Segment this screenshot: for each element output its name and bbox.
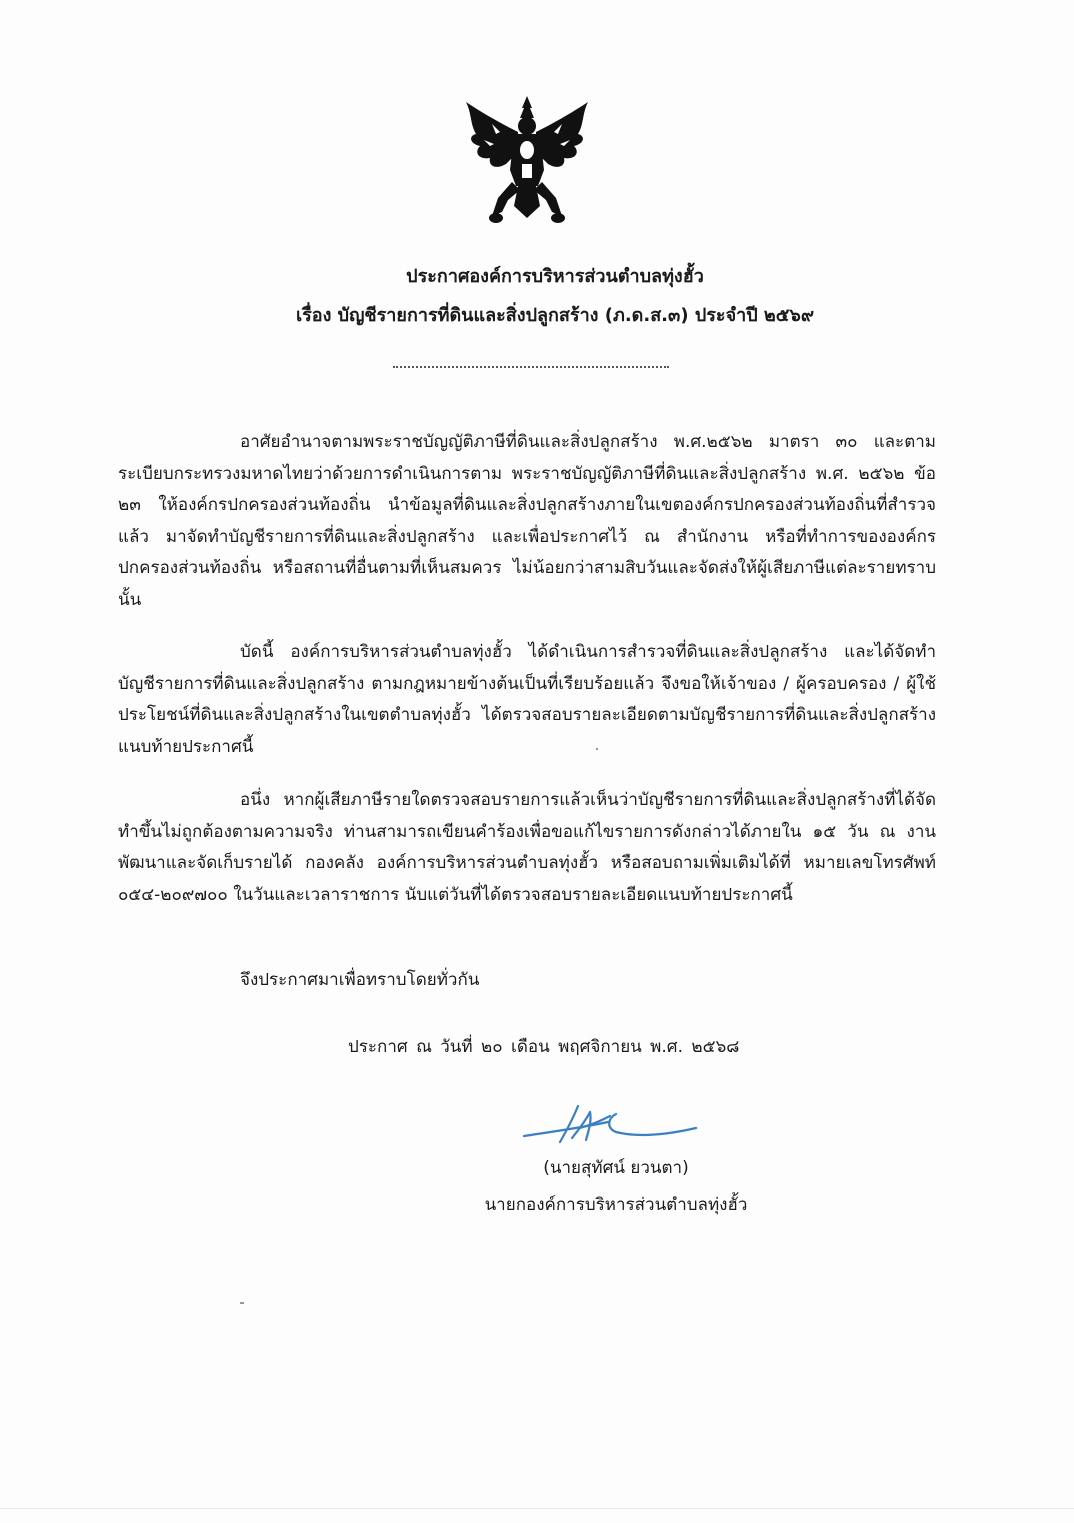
dotted-divider — [393, 366, 669, 368]
body-paragraph-2: บัดนี้ องค์การบริหารส่วนตำบลทุ่งฮั้ว ได้ดำเนินการสำรวจที่ดินและสิ่งปลูกสร้าง และได้จัดทำบัญชีรายการที่ดินและสิ่งปลูกสร้าง ตามกฎหมายข้างต้นเป็นที่เรียบร้อยแล้ว จึงขอให้เจ้าของ / ผู้ครอบครอง / ผู้ใช้ประโยชน์ที่ดินและสิ่งปลูกสร้างในเขตตำบลทุ่งฮั้ว ได้ตรวจสอบรายละเอียดตามบัญชีรายการที่ดินและสิ่งปลูกสร้าง แนบท้ายประกาศนี้ — [118, 642, 936, 757]
body-paragraph-3: อนึ่ง หากผู้เสียภาษีรายใดตรวจสอบรายการแล้วเห็นว่าบัญชีรายการที่ดินและสิ่งปลูกสร้างที่ได้จัดทำขึ้นไม่ถูกต้องตามความจริง ท่านสามารถเขียนคำร้องเพื่อขอแก้ไขรายการดังกล่าวได้ภายใน ๑๕ วัน ณ งานพัฒนาและจัดเก็บรายได้ กองคลัง องค์การบริหารส่วนตำบลทุ่งฮั้ว หรือสอบถามเพิ่มเติมได้ที่ หมายเลขโทรศัพท์ ๐๕๔-๒๐๙๗๐๐ ในวันและเวลาราชการ นับแต่วันที่ได้ตรวจสอบรายละเอียดแนบท้ายประกาศนี้ — [118, 790, 936, 905]
scan-speck — [596, 748, 598, 750]
announcement-title: ประกาศองค์การบริหารส่วนตำบลทุ่งฮั้ว — [406, 266, 704, 287]
announcement-subject: เรื่อง บัญชีรายการที่ดินและสิ่งปลูกสร้าง (ภ.ด.ส.๓) ประจำปี ๒๕๖๙ — [295, 305, 815, 326]
announcement-date: ประกาศ ณ วันที่ ๒๐ เดือน พฤศจิกายน พ.ศ. ๒๕๖๘ — [348, 1037, 740, 1057]
scan-edge-line — [0, 1508, 1074, 1509]
scan-speck — [240, 1302, 244, 1304]
garuda-emblem-icon — [462, 94, 592, 230]
body-paragraph-1: อาศัยอำนาจตามพระราชบัญญัติภาษีที่ดินและสิ่งปลูกสร้าง พ.ศ.๒๕๖๒ มาตรา ๓๐ และตามระเบียบกระทรวงมหาดไทยว่าด้วยการดำเนินการตาม พระราชบัญญัติภาษีที่ดินและสิ่งปลูกสร้าง พ.ศ. ๒๕๖๒ ข้อ ๒๓ ให้องค์กรปกครองส่วนท้องถิ่น นำข้อมูลที่ดินและสิ่งปลูกสร้างภายในเขตองค์กรปกครองส่วนท้องถิ่นที่สำรวจแล้ว มาจัดทำบัญชีรายการที่ดินและสิ่งปลูกสร้าง และเพื่อประกาศไว้ ณ สำนักงาน หรือที่ทำการขององค์กรปกครองส่วนท้องถิ่น หรือสถานที่อื่นตามที่เห็นสมควร ไม่น้อยกว่าสามสิบวันและจัดส่งให้ผู้เสียภาษีแต่ละรายทราบ นั้น — [118, 432, 936, 610]
signer-name: (นายสุทัศน์ ยวนตา) — [543, 1158, 689, 1178]
closing-statement: จึงประกาศมาเพื่อทราบโดยทั่วกัน — [240, 970, 480, 990]
handwritten-signature — [520, 1098, 700, 1158]
signer-title: นายกองค์การบริหารส่วนตำบลทุ่งฮั้ว — [484, 1195, 748, 1215]
